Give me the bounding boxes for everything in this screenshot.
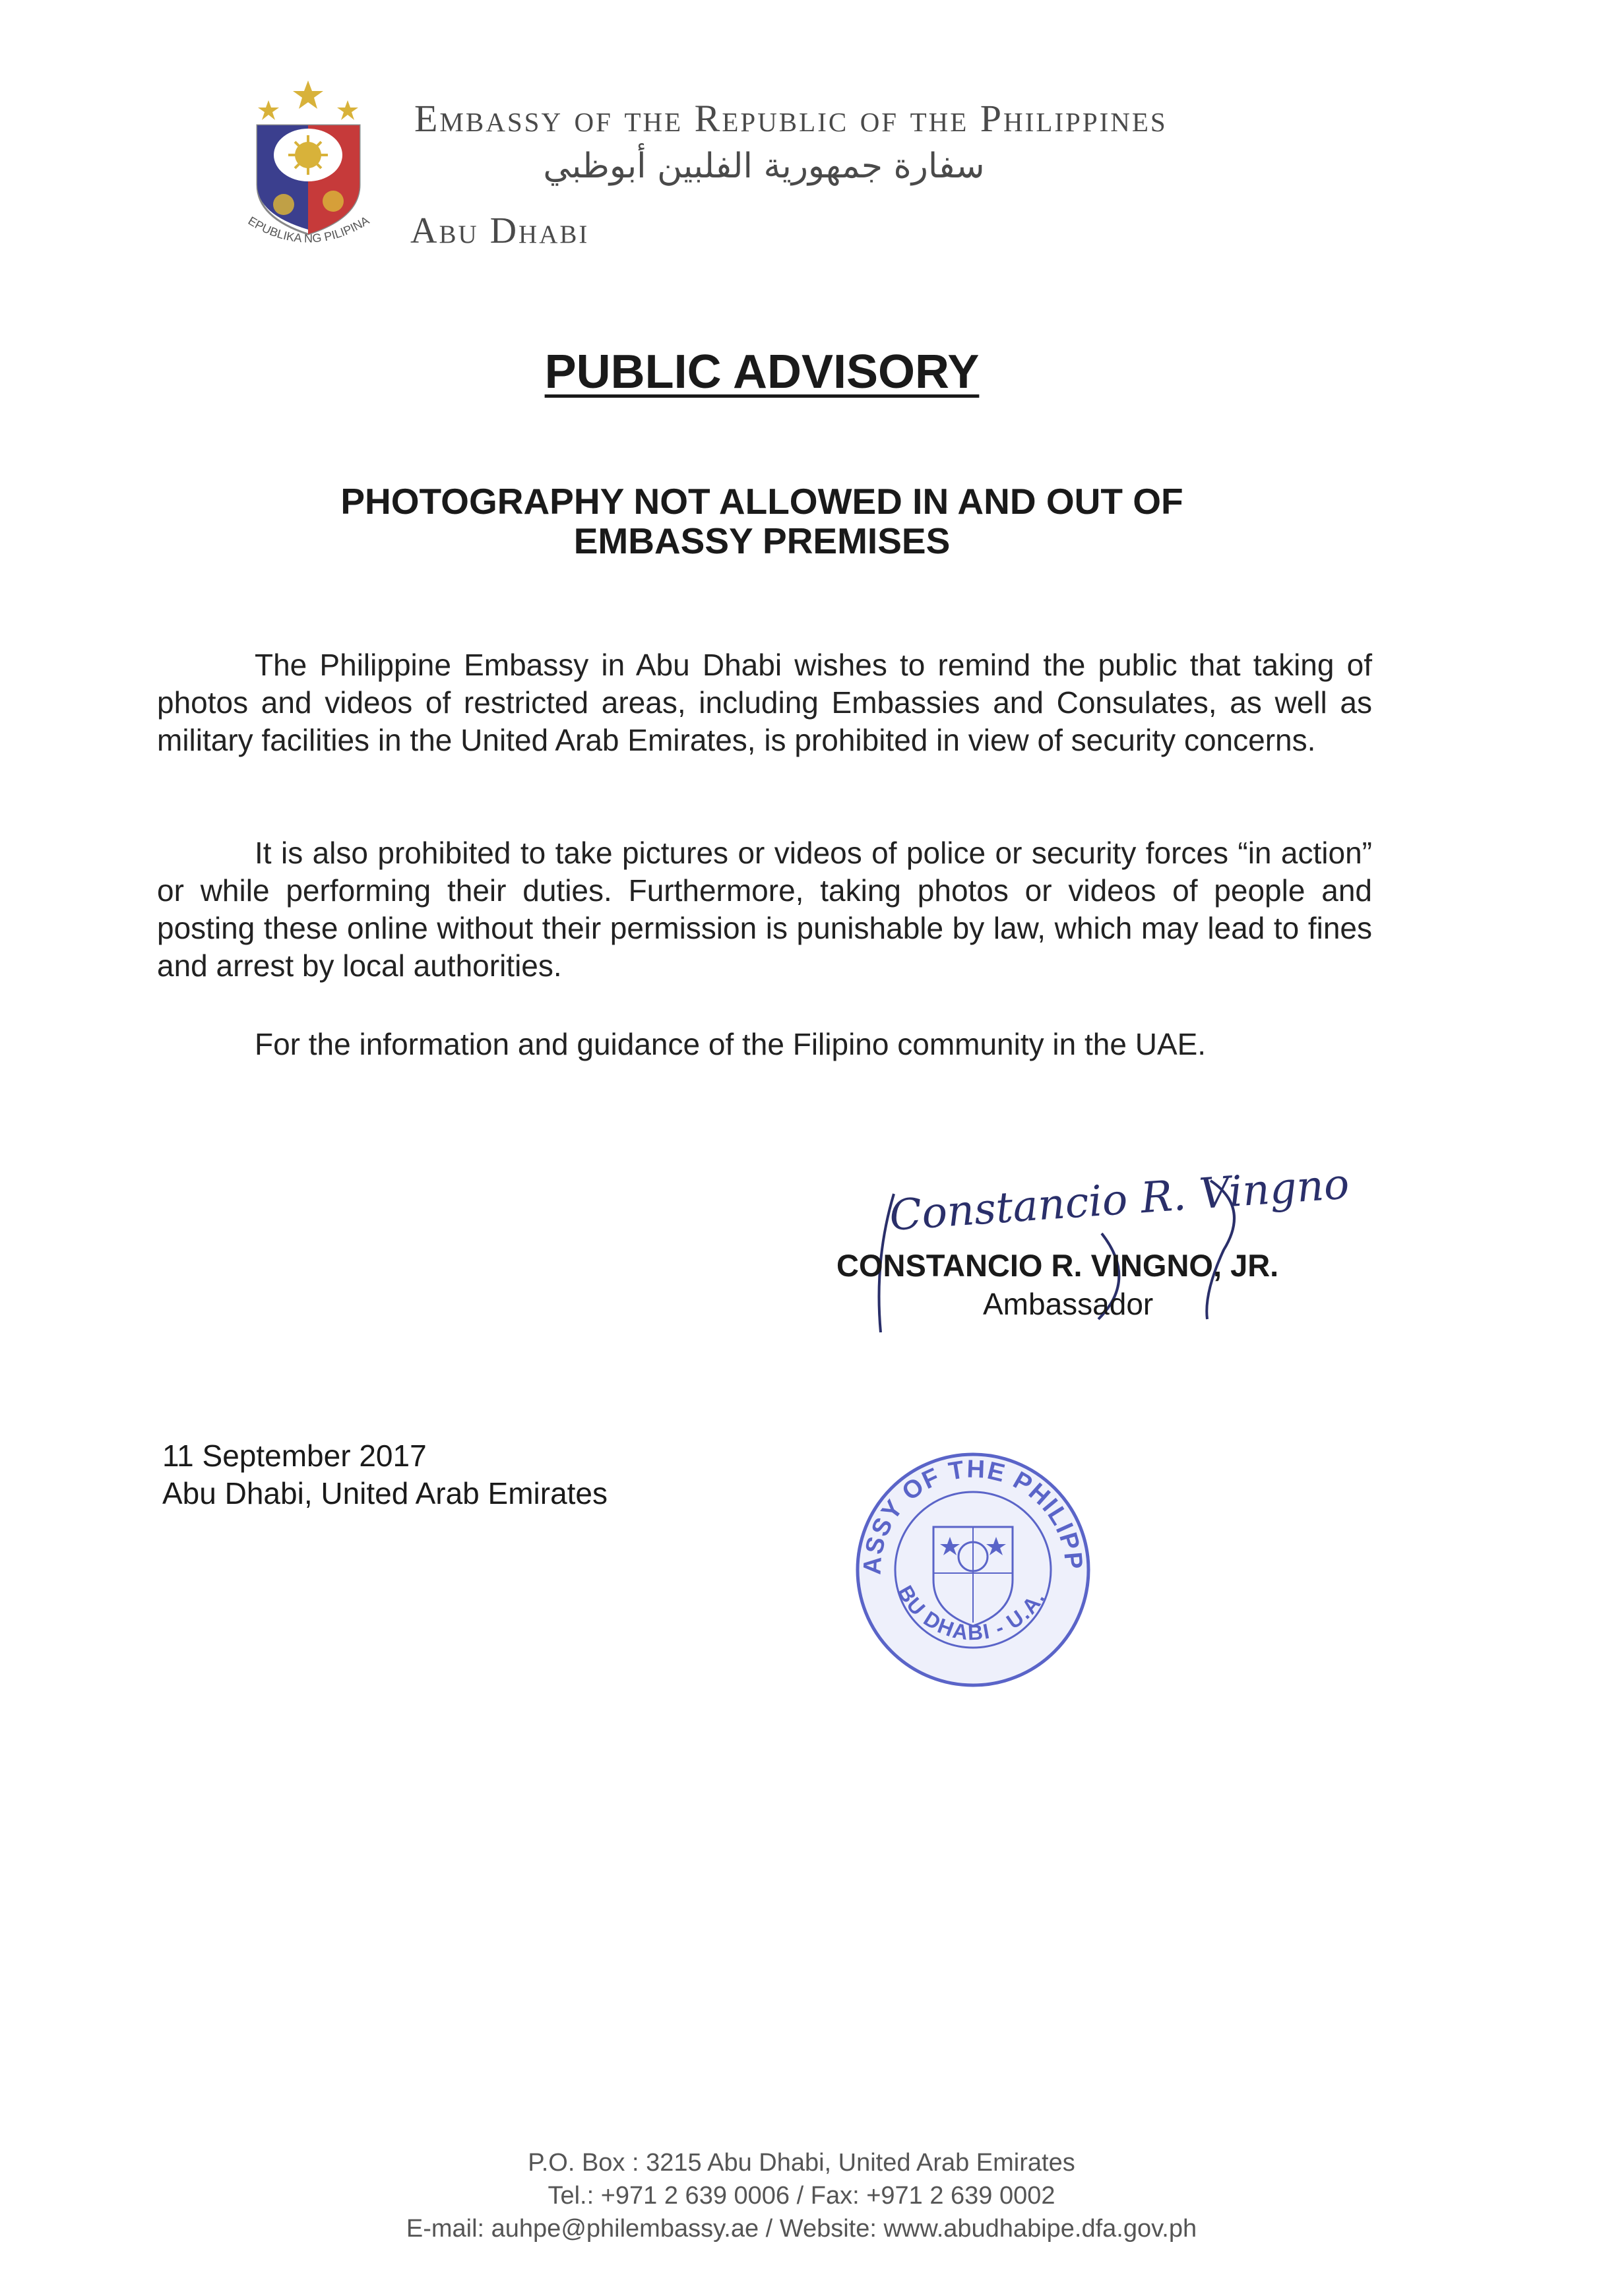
signature-script: Constancio R. Vingno xyxy=(887,1160,1351,1241)
stamp-text-top: ASSY OF THE PHILIPP xyxy=(858,1455,1088,1576)
advisory-subtitle-line2: EMBASSY PREMISES xyxy=(573,520,951,561)
paragraph-2-text: It is also prohibited to take pictures or videos of police or security forces “in action” or while performing their duties. Furthermore, taking photos or videos of people and posting these online without their permission is punishable by law, which may lead to fines and arrest by local authorities. xyxy=(157,836,1372,983)
paragraph-3: For the information and guidance of the Filipino community in the UAE. xyxy=(255,1027,1207,1061)
paragraph-2 xyxy=(157,834,1372,985)
advisory-date: 11 September 2017 xyxy=(162,1439,427,1473)
embassy-name: Embassy of the Republic of the Philippines xyxy=(414,97,1168,140)
stamp-text-bottom: BU DHABI - U.A. xyxy=(893,1581,1050,1645)
advisory-subtitle xyxy=(0,481,1524,561)
advisory-title: PUBLIC ADVISORY xyxy=(544,346,980,398)
footer-email-website: E-mail: auhpe@philembassy.ae / Website: www.abudhabipe.dfa.gov.ph xyxy=(406,2215,1197,2243)
seal-motto: EPUBLIKA NG PILIPINA xyxy=(245,213,372,245)
advisory-subtitle-line1: PHOTOGRAPHY NOT ALLOWED IN AND OUT OF xyxy=(340,481,1183,522)
official-stamp xyxy=(851,1448,1095,1692)
advisory-place: Abu Dhabi, United Arab Emirates xyxy=(162,1476,608,1510)
paragraph-1 xyxy=(157,646,1372,759)
embassy-name-arabic: سفارة جمهورية الفلبين أبوظبي xyxy=(543,146,985,186)
footer-address: P.O. Box : 3215 Abu Dhabi, United Arab Emirates xyxy=(528,2149,1075,2177)
paragraph-1-text: The Philippine Embassy in Abu Dhabi wishes to remind the public that taking of photos and videos of restricted areas, including Embassies and Consulates, as well as military facilities in the United Arab Emirates, is prohibited in view of security concerns. xyxy=(157,648,1372,757)
signer-name: CONSTANCIO R. VINGNO, JR. xyxy=(836,1248,1279,1283)
signer-title: Ambassador xyxy=(983,1287,1154,1321)
embassy-city: Abu Dhabi xyxy=(410,210,590,251)
embassy-seal-logo xyxy=(234,73,383,251)
footer-phone-fax: Tel.: +971 2 639 0006 / Fax: +971 2 639 0002 xyxy=(548,2182,1055,2210)
